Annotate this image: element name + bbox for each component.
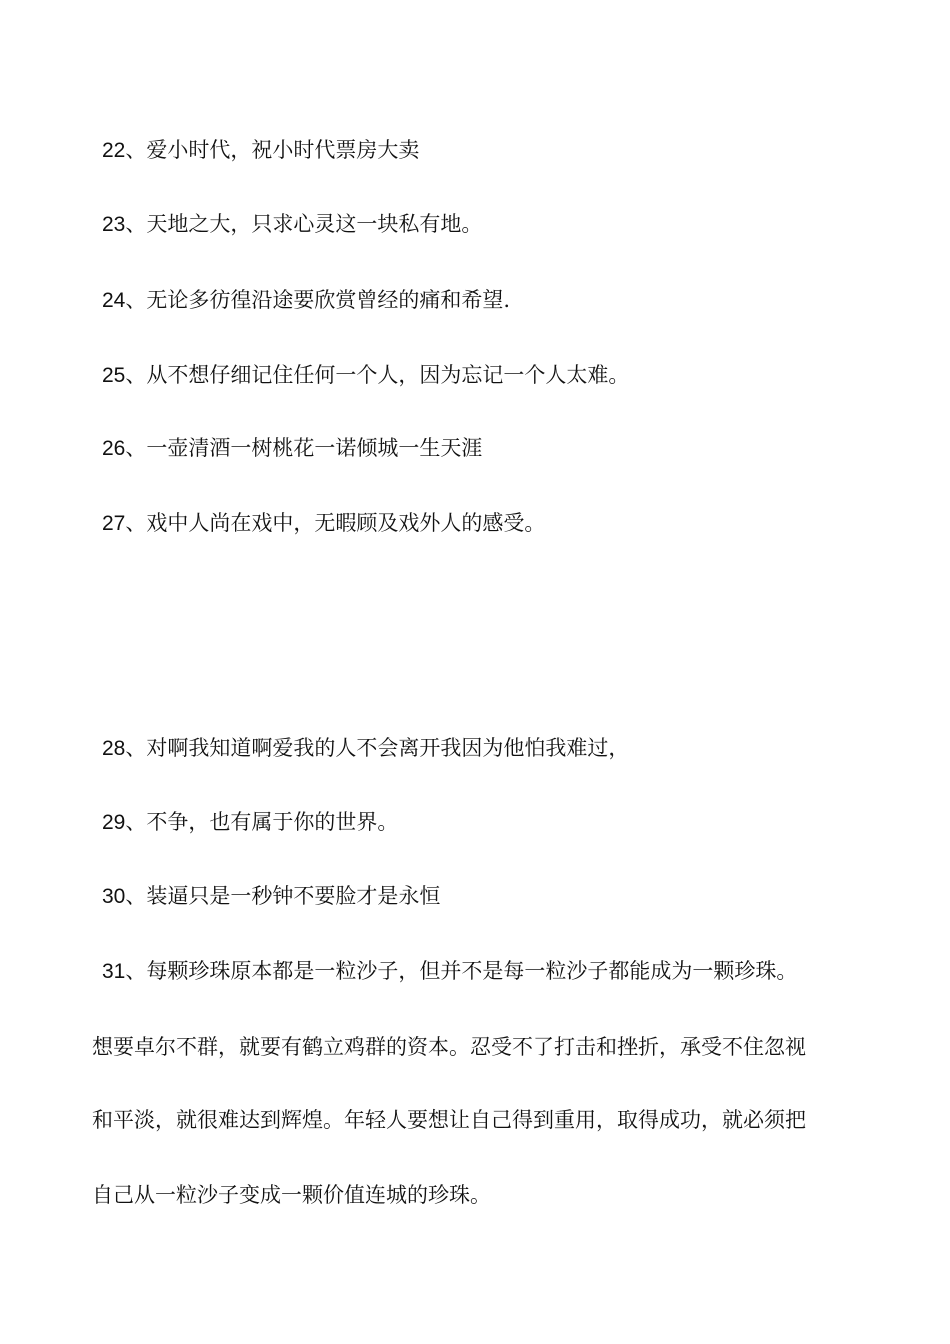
item-separator: 、 — [125, 436, 147, 460]
item-number: 24 — [102, 289, 126, 312]
list-item-22 — [102, 136, 419, 165]
item-number: 22 — [102, 139, 126, 162]
item-number: 30 — [102, 885, 126, 908]
item-number: 26 — [102, 437, 126, 460]
list-item-28 — [102, 734, 629, 763]
item-separator: 、 — [125, 511, 147, 535]
item-separator: 、 — [125, 363, 147, 387]
item-separator: 、 — [125, 736, 147, 760]
item-text: 对啊我知道啊爱我的人不会离开我因为他怕我难过， — [146, 736, 630, 760]
list-item-30 — [102, 882, 440, 911]
item-separator: 、 — [125, 959, 147, 983]
list-item-27 — [102, 509, 545, 538]
item-text: 装逼只是一秒钟不要脸才是永恒 — [146, 884, 441, 908]
item-text: 天地之大，只求心灵这一块私有地。 — [146, 212, 483, 236]
list-item-23 — [102, 210, 482, 239]
item-number: 31 — [102, 960, 126, 983]
list-item-26 — [102, 434, 482, 463]
item-separator: 、 — [125, 138, 147, 162]
item-number: 23 — [102, 213, 126, 236]
item-text: 戏中人尚在戏中，无暇顾及戏外人的感受。 — [146, 511, 546, 535]
item-text: 无论多彷徨沿途要欣赏曾经的痛和希望. — [146, 288, 511, 312]
paragraph-line: 想要卓尔不群，就要有鹤立鸡群的资本。忍受不了打击和挫折，承受不住忽视 — [92, 1035, 806, 1059]
item-number: 28 — [102, 737, 126, 760]
item-text: 一壶清酒一树桃花一诺倾城一生天涯 — [146, 436, 483, 460]
item-number: 25 — [102, 364, 126, 387]
item-number: 27 — [102, 512, 126, 535]
list-item-31 — [102, 957, 797, 986]
item-separator: 、 — [125, 212, 147, 236]
item-text: 不争，也有属于你的世界。 — [146, 810, 399, 834]
item-text: 从不想仔细记住任何一个人，因为忘记一个人太难。 — [146, 363, 630, 387]
item-separator: 、 — [125, 884, 147, 908]
item-number: 29 — [102, 811, 126, 834]
list-item-29 — [102, 808, 398, 837]
item-text: 爱小时代，祝小时代票房大卖 — [146, 138, 420, 162]
paragraph-line: 自己从一粒沙子变成一颗价值连城的珍珠。 — [92, 1183, 491, 1207]
item-text: 每颗珍珠原本都是一粒沙子，但并不是每一粒沙子都能成为一颗珍珠。 — [146, 959, 798, 983]
paragraph-line: 和平淡，就很难达到辉煌。年轻人要想让自己得到重用，取得成功，就必须把 — [92, 1108, 806, 1132]
item-separator: 、 — [125, 810, 147, 834]
list-item-25 — [102, 361, 629, 390]
list-item-24 — [102, 286, 510, 315]
item-separator: 、 — [125, 288, 147, 312]
